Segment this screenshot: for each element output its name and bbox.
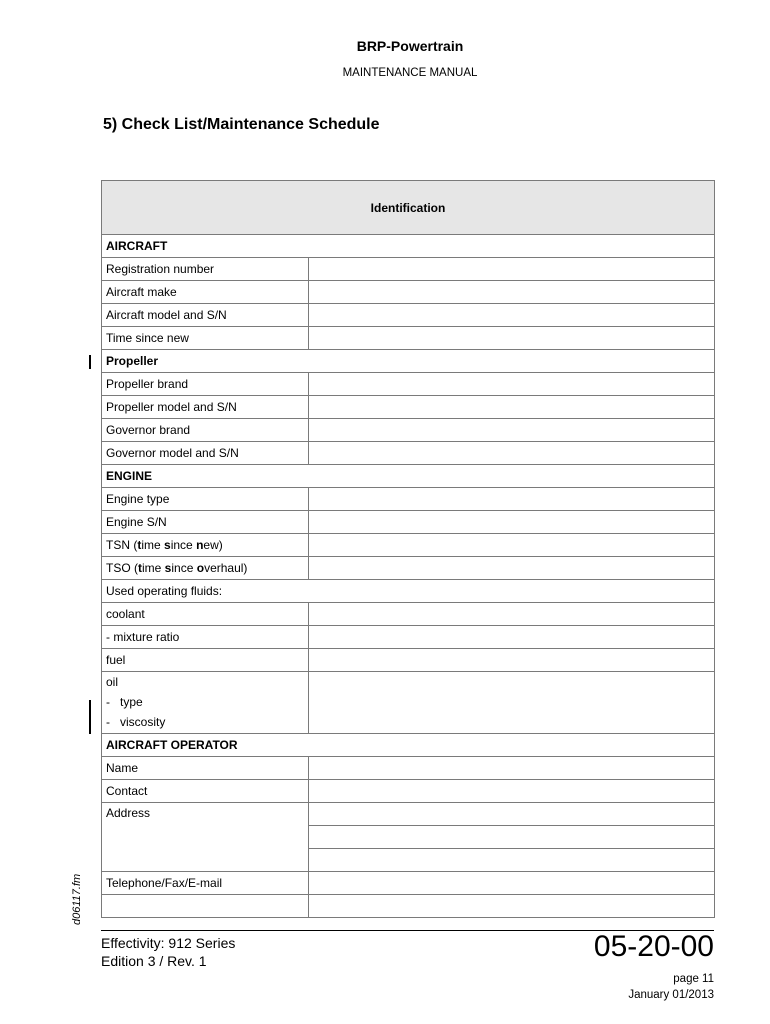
oil-label: oil - type - viscosity	[102, 672, 309, 734]
governor-brand-field[interactable]	[309, 419, 715, 442]
table-row	[102, 603, 715, 626]
propeller-brand-field[interactable]	[309, 373, 715, 396]
field-label: Propeller model and S/N	[102, 396, 309, 419]
table-row	[102, 649, 715, 672]
field-label: Propeller brand	[102, 373, 309, 396]
footer-date: January 01/2013	[628, 989, 714, 1001]
telephone-label: Telephone/Fax/E-mail	[102, 872, 309, 895]
field-label: Engine S/N	[102, 511, 309, 534]
tsn-field[interactable]	[309, 534, 715, 557]
table-row	[102, 373, 715, 396]
aircraft-model-field[interactable]	[309, 304, 715, 327]
field-label: Governor brand	[102, 419, 309, 442]
propeller-header: Propeller	[102, 350, 715, 373]
coolant-label: coolant	[102, 603, 309, 626]
contact-label: Contact	[102, 780, 309, 803]
fuel-field[interactable]	[309, 649, 715, 672]
coolant-field[interactable]	[309, 603, 715, 626]
telephone-field[interactable]	[309, 872, 715, 895]
fluids-label: Used operating fluids:	[102, 580, 715, 603]
table-row	[102, 488, 715, 511]
footer-effectivity: Effectivity: 912 Series	[101, 935, 236, 951]
section-title: 5) Check List/Maintenance Schedule	[103, 116, 380, 133]
table-row	[102, 780, 715, 803]
table-row	[102, 419, 715, 442]
table-row	[102, 304, 715, 327]
propeller-model-field[interactable]	[309, 396, 715, 419]
header-subtitle: MAINTENANCE MANUAL	[342, 67, 478, 79]
aircraft-header: AIRCRAFT	[102, 235, 715, 258]
table-row	[102, 803, 715, 826]
operator-header: AIRCRAFT OPERATOR	[102, 734, 715, 757]
change-bar	[89, 700, 91, 734]
mixture-ratio-label: - mixture ratio	[102, 626, 309, 649]
table-heading: Identification	[102, 181, 715, 235]
field-label: Governor model and S/N	[102, 442, 309, 465]
contact-field[interactable]	[309, 780, 715, 803]
name-field[interactable]	[309, 757, 715, 780]
table-row	[102, 534, 715, 557]
footer-edition: Edition 3 / Rev. 1	[101, 953, 207, 969]
table-row	[102, 511, 715, 534]
table-row	[102, 626, 715, 649]
table-row	[102, 895, 715, 918]
aircraft-make-field[interactable]	[309, 281, 715, 304]
field-label: Aircraft make	[102, 281, 309, 304]
name-label: Name	[102, 757, 309, 780]
table-row	[102, 557, 715, 580]
header-title: BRP-Powertrain	[356, 38, 464, 54]
address-label: Address	[102, 803, 309, 872]
time-since-new-field[interactable]	[309, 327, 715, 350]
field-label: Registration number	[102, 258, 309, 281]
governor-model-field[interactable]	[309, 442, 715, 465]
field-label: Time since new	[102, 327, 309, 350]
tso-field[interactable]	[309, 557, 715, 580]
engine-sn-field[interactable]	[309, 511, 715, 534]
footer-page: page 11	[673, 973, 714, 985]
footer-doc-number: 05-20-00	[593, 930, 714, 963]
tso-label: TSO (time since overhaul)	[102, 557, 309, 580]
table-row	[102, 672, 715, 734]
table-row	[102, 281, 715, 304]
blank-field[interactable]	[309, 895, 715, 918]
table-row	[102, 442, 715, 465]
engine-type-field[interactable]	[309, 488, 715, 511]
change-bar	[89, 355, 91, 369]
side-file-label: d06117.fm	[71, 873, 83, 925]
field-label: Engine type	[102, 488, 309, 511]
address-field-1[interactable]	[309, 803, 715, 826]
engine-header: ENGINE	[102, 465, 715, 488]
field-label: Aircraft model and S/N	[102, 304, 309, 327]
fuel-label: fuel	[102, 649, 309, 672]
blank-label	[102, 895, 309, 918]
table-row	[102, 396, 715, 419]
table-row	[102, 327, 715, 350]
identification-table	[101, 180, 715, 918]
mixture-ratio-field[interactable]	[309, 626, 715, 649]
table-row	[102, 258, 715, 281]
address-field-2[interactable]	[309, 826, 715, 849]
oil-field[interactable]	[309, 672, 715, 734]
table-row	[102, 757, 715, 780]
tsn-label: TSN (time since new)	[102, 534, 309, 557]
registration-number-field[interactable]	[309, 258, 715, 281]
address-field-3[interactable]	[309, 849, 715, 872]
table-row	[102, 872, 715, 895]
